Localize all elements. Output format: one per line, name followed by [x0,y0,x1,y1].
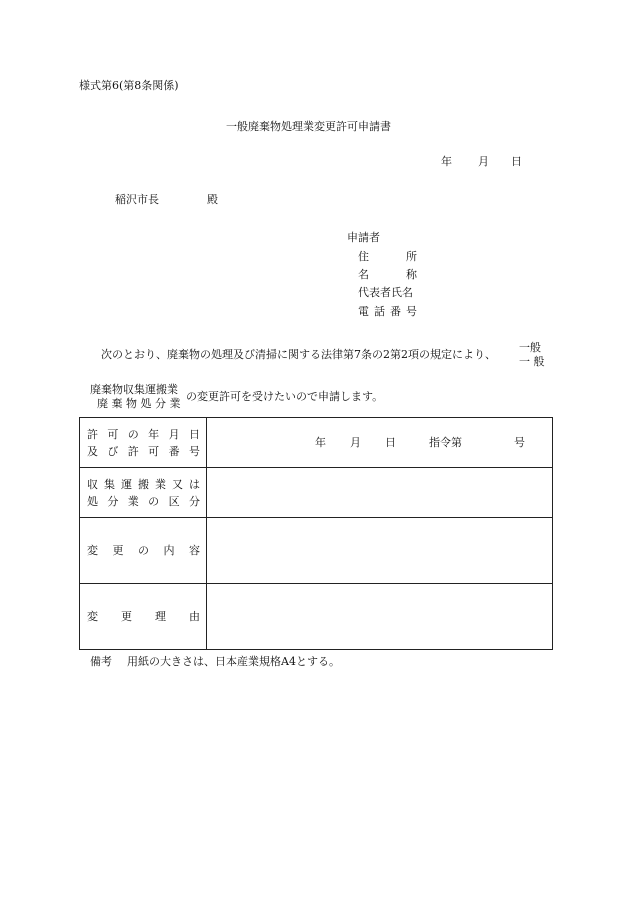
body-general-1: 一般 [519,341,541,354]
addressee-honorific: 殿 [207,193,218,206]
applicant-phone-label: 電 話 番 号 [358,305,417,318]
table-row [80,584,553,650]
table-row [80,518,553,584]
document-title: 一般廃棄物処理業変更許可申請書 [226,120,391,133]
number-suffix: 号 [514,436,525,449]
business-type-collection: 廃棄物収集運搬業 [90,383,178,396]
business-type-field[interactable] [207,468,553,518]
form-number: 様式第6(第8条関係) [79,79,179,92]
date-day: 日 [511,155,522,168]
remarks-label: 備考 [90,655,112,668]
body-general-2: 一 般 [519,355,545,368]
applicant-name-label: 名 称 [358,268,417,281]
change-reason-field[interactable] [207,584,553,650]
addressee-name: 稲沢市長 [115,193,159,206]
row-label-permit-date-number: 許 可 の 年 月 日 及 び 許 可 番 号 [80,418,207,468]
change-content-field[interactable] [207,518,553,584]
remarks-text: 用紙の大きさは、日本産業規格A4とする。 [127,655,340,668]
application-table [79,417,553,650]
order-number-label: 指令第 [429,436,462,449]
row-label-business-type: 収 集 運 搬 業 又 は 処 分 業 の 区 分 [80,468,207,518]
date-month: 月 [478,155,489,168]
body-line-1: 次のとおり、廃棄物の処理及び清掃に関する法律第7条の2第2項の規定により、 [101,348,496,361]
business-type-disposal: 廃 棄 物 処 分 業 [97,397,181,410]
row-label-change-content: 変 更 の 内 容 [80,518,207,584]
date-year: 年 [441,155,452,168]
table-row [80,418,553,468]
applicant-heading: 申請者 [347,231,380,244]
permit-date-number-field[interactable]: 年 月 日 指令第 号 [207,418,553,468]
table-row [80,468,553,518]
applicant-representative-label: 代表者氏名 [358,286,413,299]
body-line-2: の変更許可を受けたいので申請します。 [186,390,384,403]
row-label-change-reason: 変 更 理 由 [80,584,207,650]
applicant-address-label: 住 所 [358,250,417,263]
